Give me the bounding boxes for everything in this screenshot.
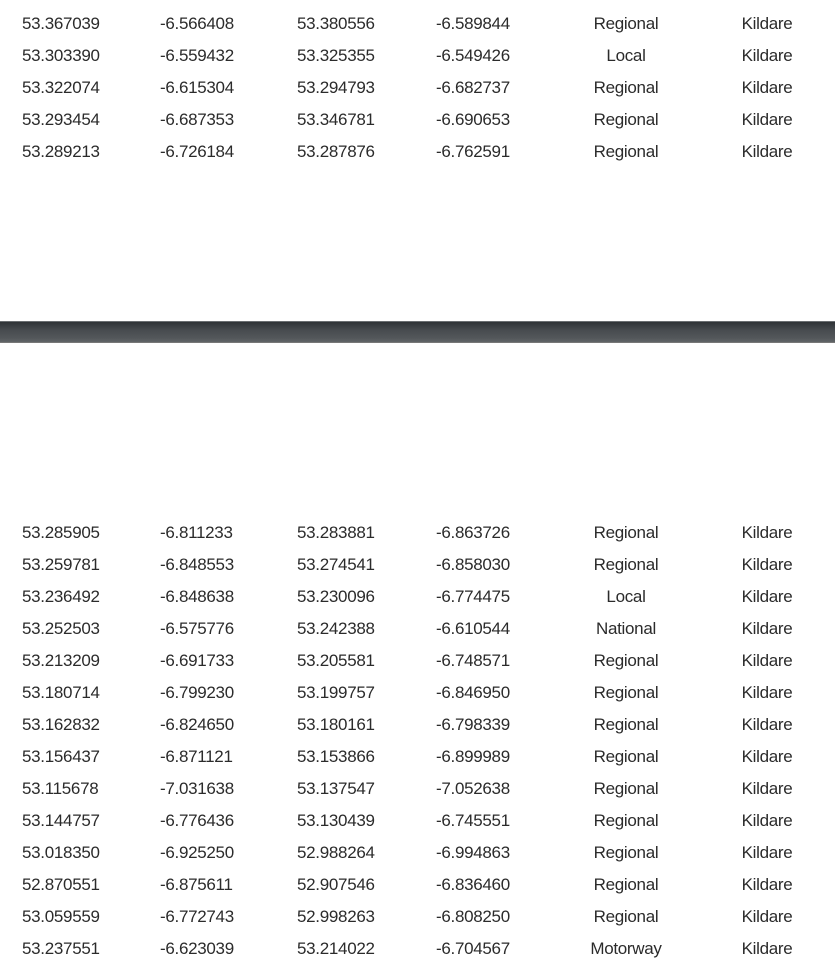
table-row [0,517,835,549]
cell-end-lat: 53.283881 [297,523,375,542]
cell-county: Kildare [741,78,793,97]
table-row [0,837,835,869]
table-row [0,805,835,837]
cell-start-lon: -6.566408 [160,14,234,33]
cell-county: Kildare [741,715,793,734]
cell-county: Kildare [741,779,793,798]
table-row [0,933,835,965]
cell-start-lon: -6.776436 [160,811,234,830]
cell-end-lon: -7.052638 [436,779,510,798]
cell-start-lat: 53.285905 [22,523,100,542]
cell-start-lon: -6.559432 [160,46,234,65]
cell-end-lat: 53.274541 [297,555,375,574]
cell-start-lon: -6.615304 [160,78,234,97]
cell-start-lat: 53.156437 [22,747,100,766]
cell-end-lon: -6.549426 [436,46,510,65]
cell-end-lat: 53.137547 [297,779,375,798]
cell-end-lat: 53.242388 [297,619,375,638]
cell-start-lat: 53.213209 [22,651,100,670]
cell-road-type: Regional [593,142,659,161]
cell-road-type: Regional [593,811,659,830]
cell-road-type: Local [606,46,646,65]
cell-end-lat: 53.214022 [297,939,375,958]
cell-start-lon: -6.848638 [160,587,234,606]
table-row [0,677,835,709]
cell-start-lat: 53.289213 [22,142,100,161]
table-row [0,773,835,805]
cell-county: Kildare [741,939,793,958]
cell-road-type: Regional [593,14,659,33]
table-row [0,901,835,933]
table-row [0,741,835,773]
cell-start-lon: -6.871121 [160,747,233,766]
cell-start-lat: 53.018350 [22,843,100,862]
cell-end-lon: -6.610544 [436,619,510,638]
table-row [0,869,835,901]
cell-start-lon: -6.925250 [160,843,234,862]
cell-county: Kildare [741,747,793,766]
pdf-page-1 [0,0,835,321]
cell-road-type: Regional [593,779,659,798]
cell-road-type: Regional [593,907,659,926]
table-row [0,104,835,136]
cell-end-lat: 52.988264 [297,843,375,862]
cell-start-lat: 53.367039 [22,14,100,33]
table-row [0,72,835,104]
table-row [0,136,835,168]
cell-end-lat: 53.130439 [297,811,375,830]
cell-start-lat: 53.259781 [22,555,100,574]
cell-end-lon: -6.863726 [436,523,510,542]
cell-county: Kildare [741,110,793,129]
cell-start-lat: 53.059559 [22,907,100,926]
cell-county: Kildare [741,555,793,574]
cell-end-lat: 53.294793 [297,78,375,97]
table-row [0,581,835,613]
cell-road-type: Regional [593,683,659,702]
cell-county: Kildare [741,14,793,33]
cell-end-lon: -6.589844 [436,14,510,33]
cell-road-type: Regional [593,875,659,894]
cell-start-lat: 53.293454 [22,110,100,129]
cell-road-type: Regional [593,843,659,862]
cell-end-lon: -6.745551 [436,811,510,830]
cell-end-lat: 53.205581 [297,651,375,670]
cell-start-lat: 53.180714 [22,683,100,702]
cell-start-lon: -6.623039 [160,939,234,958]
cell-end-lon: -6.774475 [436,587,510,606]
cell-start-lon: -6.575776 [160,619,234,638]
cell-start-lat: 53.162832 [22,715,100,734]
table-row [0,40,835,72]
cell-county: Kildare [741,907,793,926]
cell-end-lon: -6.798339 [436,715,510,734]
cell-end-lat: 53.230096 [297,587,375,606]
cell-end-lon: -6.836460 [436,875,510,894]
cell-road-type: Regional [593,555,659,574]
cell-end-lon: -6.808250 [436,907,510,926]
cell-start-lon: -6.875611 [160,875,233,894]
cell-end-lat: 53.199757 [297,683,375,702]
cell-start-lon: -6.726184 [160,142,234,161]
cell-end-lon: -6.682737 [436,78,510,97]
cell-start-lon: -6.799230 [160,683,234,702]
cell-start-lon: -6.687353 [160,110,234,129]
cell-start-lat: 53.322074 [22,78,100,97]
cell-county: Kildare [741,683,793,702]
cell-end-lat: 53.346781 [297,110,375,129]
pdf-page-2 [0,343,835,958]
cell-road-type: Regional [593,651,659,670]
table-row [0,613,835,645]
cell-end-lon: -6.748571 [436,651,510,670]
cell-road-type: National [596,619,656,638]
cell-road-type: Local [606,587,646,606]
cell-end-lat: 52.998263 [297,907,375,926]
cell-start-lat: 52.870551 [22,875,100,894]
cell-road-type: Regional [593,78,659,97]
cell-county: Kildare [741,843,793,862]
cell-road-type: Motorway [590,939,662,958]
cell-end-lat: 53.153866 [297,747,375,766]
cell-end-lon: -6.846950 [436,683,510,702]
cell-start-lon: -6.772743 [160,907,234,926]
cell-end-lon: -6.762591 [436,142,510,161]
cell-end-lat: 53.287876 [297,142,375,161]
table-row [0,8,835,40]
cell-end-lat: 53.380556 [297,14,375,33]
cell-county: Kildare [741,875,793,894]
cell-end-lon: -6.899989 [436,747,510,766]
cell-end-lat: 52.907546 [297,875,375,894]
cell-start-lat: 53.237551 [22,939,100,958]
cell-start-lon: -6.691733 [160,651,234,670]
cell-county: Kildare [741,142,793,161]
cell-county: Kildare [741,651,793,670]
cell-county: Kildare [741,619,793,638]
cell-road-type: Regional [593,523,659,542]
cell-start-lat: 53.236492 [22,587,100,606]
cell-road-type: Regional [593,715,659,734]
table-row [0,645,835,677]
cell-end-lon: -6.704567 [436,939,510,958]
cell-start-lat: 53.303390 [22,46,100,65]
cell-county: Kildare [741,587,793,606]
cell-start-lat: 53.144757 [22,811,100,830]
cell-end-lon: -6.994863 [436,843,510,862]
cell-road-type: Regional [593,747,659,766]
cell-county: Kildare [741,46,793,65]
cell-end-lon: -6.858030 [436,555,510,574]
cell-end-lat: 53.325355 [297,46,375,65]
table-row [0,709,835,741]
page-separator [0,321,835,343]
cell-road-type: Regional [593,110,659,129]
cell-start-lon: -6.848553 [160,555,234,574]
cell-county: Kildare [741,523,793,542]
cell-start-lon: -6.824650 [160,715,234,734]
cell-start-lon: -7.031638 [160,779,234,798]
cell-end-lon: -6.690653 [436,110,510,129]
cell-end-lat: 53.180161 [297,715,375,734]
cell-start-lat: 53.252503 [22,619,100,638]
table-row [0,549,835,581]
cell-county: Kildare [741,811,793,830]
cell-start-lat: 53.115678 [22,779,99,798]
cell-start-lon: -6.811233 [160,523,233,542]
